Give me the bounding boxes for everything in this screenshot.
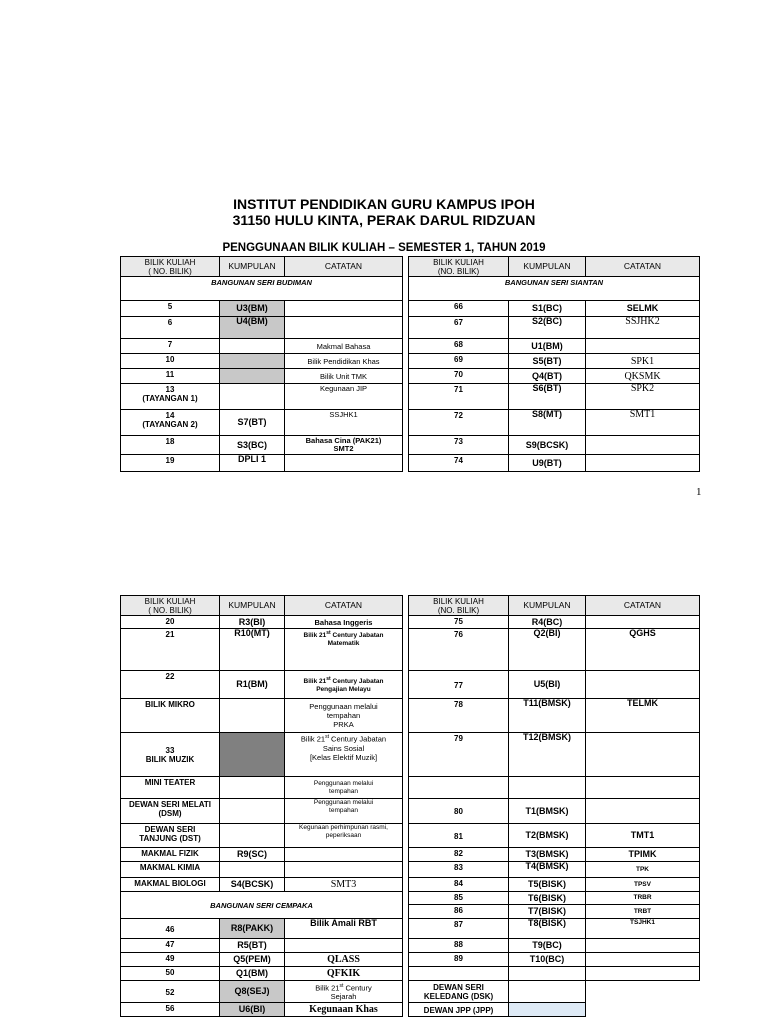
table-row	[409, 354, 700, 369]
note-cell	[285, 848, 403, 862]
room-no: 69	[409, 354, 509, 369]
table-row	[409, 939, 700, 953]
room-no: 6	[121, 317, 220, 339]
table-row	[121, 436, 403, 455]
group-cell: R9(SC)	[220, 848, 285, 862]
table-row	[121, 848, 403, 862]
table-row	[121, 1003, 403, 1017]
note-cell: TSJHK1	[586, 919, 700, 939]
group-cell	[220, 799, 285, 824]
group-cell	[220, 354, 285, 369]
group-cell: Q1(BM)	[220, 967, 285, 981]
note-cell	[285, 301, 403, 317]
note-cell	[285, 455, 403, 472]
group-cell	[509, 1003, 586, 1017]
note-cell	[586, 455, 700, 472]
note-cell: QKSMK	[586, 369, 700, 384]
table-row	[121, 878, 403, 892]
table-row	[121, 967, 403, 981]
table-row	[409, 301, 700, 317]
group-cell: T5(BISK)	[509, 878, 586, 892]
note-cell: Bilik 21st Century Jabatan Sains Sosial [Kelas Elektif Muzik]	[285, 733, 403, 777]
group-cell	[220, 369, 285, 384]
room-no: DEWAN SERI MELATI (DSM)	[121, 799, 220, 824]
table-row	[409, 317, 700, 339]
group-cell: T10(BC)	[509, 953, 586, 967]
col-header-bilik: BILIK KULIAH (NO. BILIK)	[409, 257, 509, 277]
note-cell: Penggunaan melalui tempahan	[285, 777, 403, 799]
group-cell: U9(BT)	[509, 455, 586, 472]
room-no	[409, 777, 509, 799]
note-cell	[586, 967, 700, 981]
room-no: 19	[121, 455, 220, 472]
col-header-bilik: BILIK KULIAH ( NO. BILIK)	[121, 596, 220, 616]
table-row	[121, 339, 403, 354]
note-cell: Bilik 21st Century Jabatan Matematik	[285, 629, 403, 671]
note-cell: SMT1	[586, 410, 700, 436]
group-cell	[509, 777, 586, 799]
col-header-bilik: BILIK KULIAH (NO. BILIK)	[409, 596, 509, 616]
col-header-catatan: CATATAN	[285, 257, 403, 277]
group-cell: S9(BCSK)	[509, 436, 586, 455]
note-cell	[586, 777, 700, 799]
room-no: 89	[409, 953, 509, 967]
group-cell: R5(BT)	[220, 939, 285, 953]
col-header-kumpulan: KUMPULAN	[509, 596, 586, 616]
table-row	[409, 455, 700, 472]
room-no: 70	[409, 369, 509, 384]
table-row	[409, 671, 700, 699]
room-no: 56	[121, 1003, 220, 1017]
group-cell: Q5(PEM)	[220, 953, 285, 967]
note-cell: SMT3	[285, 878, 403, 892]
page2-left-table	[120, 595, 403, 1017]
table-row	[121, 317, 403, 339]
table-row	[409, 410, 700, 436]
room-no: 18	[121, 436, 220, 455]
table-row	[121, 369, 403, 384]
note-cell: TPIMK	[586, 848, 700, 862]
group-cell: S3(BC)	[220, 436, 285, 455]
group-cell: S7(BT)	[220, 410, 285, 436]
note-cell: TPK	[586, 862, 700, 878]
room-no: 10	[121, 354, 220, 369]
note-cell: SPK2	[586, 384, 700, 410]
table-row	[121, 799, 403, 824]
note-cell: Bilik 21st Century Jabatan Pengajian Melayu	[285, 671, 403, 699]
table-row	[409, 824, 700, 848]
room-no: 21	[121, 629, 220, 671]
group-cell: Q2(BI)	[509, 629, 586, 671]
table-row	[121, 699, 403, 733]
room-no: 76	[409, 629, 509, 671]
room-no: 84	[409, 878, 509, 892]
note-cell	[586, 939, 700, 953]
group-cell: T1(BMSK)	[509, 799, 586, 824]
section-seri-budiman: BANGUNAN SERI BUDIMAN	[121, 277, 403, 301]
table-row	[409, 369, 700, 384]
group-cell: S1(BC)	[509, 301, 586, 317]
note-cell: Penggunaan melalui tempahan PRKA	[285, 699, 403, 733]
room-no: 71	[409, 384, 509, 410]
col-header-catatan: CATATAN	[586, 257, 700, 277]
room-no: 83	[409, 862, 509, 878]
group-cell: R8(PAKK)	[220, 919, 285, 939]
group-cell: S6(BT)	[509, 384, 586, 410]
room-no: 82	[409, 848, 509, 862]
room-no: 79	[409, 733, 509, 777]
table-row	[121, 939, 403, 953]
note-cell	[586, 799, 700, 824]
room-no: 22	[121, 671, 220, 699]
room-no: MAKMAL BIOLOGI	[121, 878, 220, 892]
room-no: 73	[409, 436, 509, 455]
table-row	[121, 919, 403, 939]
group-cell: Q8(SEJ)	[220, 981, 285, 1003]
note-cell	[586, 671, 700, 699]
room-no: DEWAN SERI TANJUNG (DST)	[121, 824, 220, 848]
group-cell: U1(BM)	[509, 339, 586, 354]
room-no: 33 BILIK MUZIK	[121, 733, 220, 777]
group-cell: R1(BM)	[220, 671, 285, 699]
note-cell	[586, 953, 700, 967]
table-row	[121, 671, 403, 699]
table-row	[121, 455, 403, 472]
group-cell	[220, 824, 285, 848]
group-cell: T7(BISK)	[509, 905, 586, 919]
table-row	[121, 354, 403, 369]
room-no: 74	[409, 455, 509, 472]
table-row	[121, 862, 403, 878]
group-cell	[220, 862, 285, 878]
note-cell	[285, 862, 403, 878]
col-header-kumpulan: KUMPULAN	[509, 257, 586, 277]
note-cell: TELMK	[586, 699, 700, 733]
note-cell: Bahasa Cina (PAK21) SMT2	[285, 436, 403, 455]
col-header-catatan: CATATAN	[285, 596, 403, 616]
col-header-bilik: BILIK KULIAH ( NO. BILIK)	[121, 257, 220, 277]
room-no: 52	[121, 981, 220, 1003]
note-cell: Bilik 21st Century Sejarah	[285, 981, 403, 1003]
table-row	[121, 616, 403, 629]
table-row	[121, 629, 403, 671]
note-cell: Bilik Unit TMK	[285, 369, 403, 384]
group-cell	[509, 981, 586, 1003]
table-row	[409, 1003, 700, 1017]
note-cell: TRBR	[586, 892, 700, 905]
col-header-catatan: CATATAN	[586, 596, 700, 616]
note-cell	[586, 616, 700, 629]
room-no: 72	[409, 410, 509, 436]
table-row	[121, 301, 403, 317]
group-cell: S8(MT)	[509, 410, 586, 436]
table-row	[121, 777, 403, 799]
section-seri-siantan: BANGUNAN SERI SIANTAN	[409, 277, 700, 301]
note-cell	[586, 1003, 700, 1017]
table-row	[409, 967, 700, 981]
table-row	[121, 953, 403, 967]
note-cell: SPK1	[586, 354, 700, 369]
table-row	[409, 629, 700, 671]
room-no: 5	[121, 301, 220, 317]
group-cell: T9(BC)	[509, 939, 586, 953]
note-cell: QLASS	[285, 953, 403, 967]
room-no: 68	[409, 339, 509, 354]
table-row	[409, 384, 700, 410]
page-number: 1	[696, 486, 702, 498]
room-no: 14 (TAYANGAN 2)	[121, 410, 220, 436]
room-no: 47	[121, 939, 220, 953]
room-no: 7	[121, 339, 220, 354]
group-cell: T6(BISK)	[509, 892, 586, 905]
table-row	[409, 339, 700, 354]
table-row	[409, 848, 700, 862]
note-cell	[285, 317, 403, 339]
table-row	[409, 878, 700, 892]
note-cell: SELMK	[586, 301, 700, 317]
room-no: DEWAN JPP (JPP)	[409, 1003, 509, 1017]
page2-right-table	[408, 595, 700, 1017]
room-no: 46	[121, 919, 220, 939]
group-cell	[220, 339, 285, 354]
page1-right-table	[408, 256, 700, 472]
table-row	[409, 436, 700, 455]
table-row	[409, 777, 700, 799]
room-no: 87	[409, 919, 509, 939]
room-no: 20	[121, 616, 220, 629]
room-no: 85	[409, 892, 509, 905]
group-cell: Q4(BT)	[509, 369, 586, 384]
table-row	[409, 799, 700, 824]
table-row	[121, 824, 403, 848]
group-cell: U4(BM)	[220, 317, 285, 339]
group-cell	[220, 733, 285, 777]
note-cell: TPSV	[586, 878, 700, 892]
institute-address: 31150 HULU KINTA, PERAK DARUL RIDZUAN	[232, 212, 536, 228]
table-row	[409, 919, 700, 939]
room-no: 11	[121, 369, 220, 384]
table-row	[121, 410, 403, 436]
note-cell	[586, 339, 700, 354]
note-cell: QGHS	[586, 629, 700, 671]
room-no: 80	[409, 799, 509, 824]
note-cell: SSJHK1	[285, 410, 403, 436]
group-cell: U3(BM)	[220, 301, 285, 317]
note-cell: Bilik Pendidikan Khas	[285, 354, 403, 369]
room-no: 67	[409, 317, 509, 339]
note-cell: TRBT	[586, 905, 700, 919]
group-cell: U5(BI)	[509, 671, 586, 699]
section-seri-cempaka: BANGUNAN SERI CEMPAKA	[121, 892, 403, 919]
room-no: 13 (TAYANGAN 1)	[121, 384, 220, 410]
room-no: 88	[409, 939, 509, 953]
group-cell: S2(BC)	[509, 317, 586, 339]
note-cell: Makmal Bahasa	[285, 339, 403, 354]
col-header-kumpulan: KUMPULAN	[220, 257, 285, 277]
room-no: 49	[121, 953, 220, 967]
room-no: MAKMAL FIZIK	[121, 848, 220, 862]
table-row	[409, 733, 700, 777]
group-cell: T2(BMSK)	[509, 824, 586, 848]
group-cell: T4(BMSK)	[509, 862, 586, 878]
note-cell: TMT1	[586, 824, 700, 848]
room-no	[409, 967, 509, 981]
page1-left-table	[120, 256, 403, 472]
note-cell	[285, 939, 403, 953]
note-cell: Bilik Amali RBT	[285, 919, 403, 939]
note-cell: Kegunaan perhimpunan rasmi, peperiksaan	[285, 824, 403, 848]
room-no: 81	[409, 824, 509, 848]
note-cell: Kegunaan JIP	[285, 384, 403, 410]
table-row	[121, 384, 403, 410]
group-cell: T11(BMSK)	[509, 699, 586, 733]
group-cell	[220, 777, 285, 799]
table-row	[409, 905, 700, 919]
table-row	[409, 953, 700, 967]
note-cell: Penggunaan melalui tempahan	[285, 799, 403, 824]
note-cell: Bahasa Inggeris	[285, 616, 403, 629]
room-no: DEWAN SERI KELEDANG (DSK)	[409, 981, 509, 1003]
group-cell: R10(MT)	[220, 629, 285, 671]
room-no: 66	[409, 301, 509, 317]
room-no: MAKMAL KIMIA	[121, 862, 220, 878]
group-cell: T3(BMSK)	[509, 848, 586, 862]
group-cell: R3(BI)	[220, 616, 285, 629]
room-no: 77	[409, 671, 509, 699]
table-row	[409, 616, 700, 629]
table-row	[121, 981, 403, 1003]
note-cell	[586, 981, 700, 1003]
table-row	[121, 733, 403, 777]
note-cell: QFKIK	[285, 967, 403, 981]
col-header-kumpulan: KUMPULAN	[220, 596, 285, 616]
note-cell	[586, 436, 700, 455]
room-no: 86	[409, 905, 509, 919]
document-subtitle: PENGGUNAAN BILIK KULIAH – SEMESTER 1, TAHUN 2019	[222, 242, 546, 254]
room-no: BILIK MIKRO	[121, 699, 220, 733]
group-cell: S5(BT)	[509, 354, 586, 369]
group-cell	[220, 699, 285, 733]
table-row	[409, 892, 700, 905]
group-cell: S4(BCSK)	[220, 878, 285, 892]
institute-title: INSTITUT PENDIDIKAN GURU KAMPUS IPOH	[233, 196, 535, 212]
room-no: 50	[121, 967, 220, 981]
group-cell: R4(BC)	[509, 616, 586, 629]
table-row	[409, 699, 700, 733]
room-no: MINI TEATER	[121, 777, 220, 799]
group-cell	[509, 967, 586, 981]
note-cell: Kegunaan Khas	[285, 1003, 403, 1017]
note-cell	[586, 733, 700, 777]
group-cell: T12(BMSK)	[509, 733, 586, 777]
note-cell: SSJHK2	[586, 317, 700, 339]
table-row	[409, 981, 700, 1003]
group-cell: U6(BI)	[220, 1003, 285, 1017]
group-cell	[220, 384, 285, 410]
room-no: 78	[409, 699, 509, 733]
group-cell: DPLI 1	[220, 455, 285, 472]
room-no: 75	[409, 616, 509, 629]
group-cell: T8(BISK)	[509, 919, 586, 939]
table-row	[409, 862, 700, 878]
